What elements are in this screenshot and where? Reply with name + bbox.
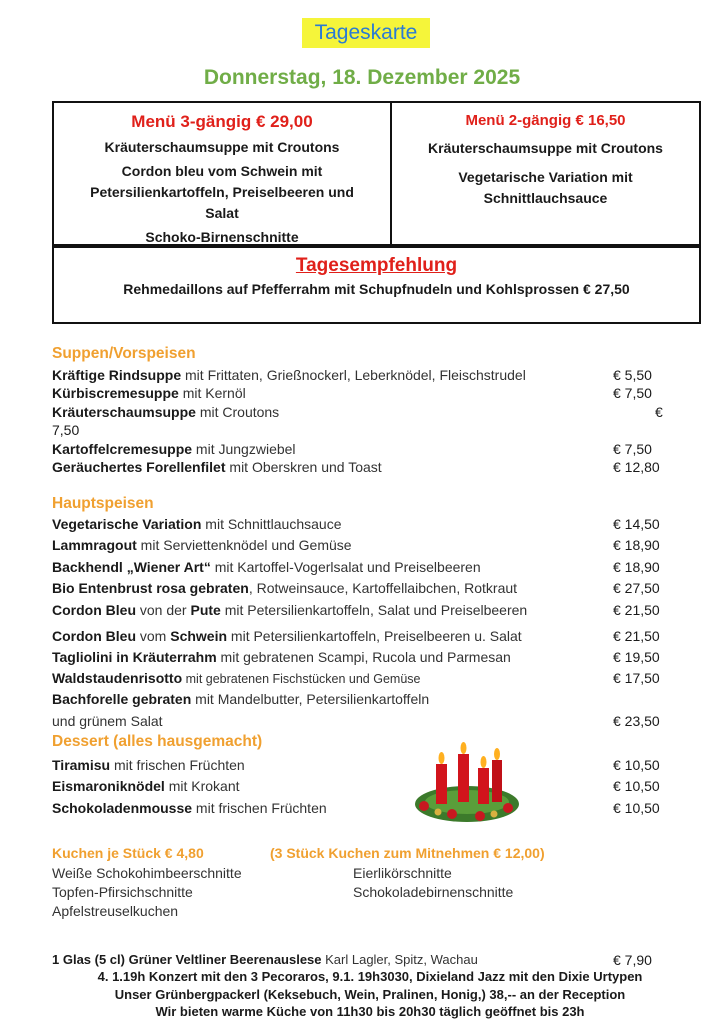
menu2-box (390, 101, 701, 246)
gift-pack-note: Unser Grünbergpackerl (Keksebuch, Wein, Pralinen, Honig,) 38,-- an der Reception (114, 987, 626, 1002)
dish-desc-line2: und grünem Salat (52, 713, 163, 729)
dish-price: € 19,50 (613, 649, 660, 665)
menu-row (52, 627, 672, 645)
cake-item: Eierlikörschnitte (353, 865, 452, 881)
menu2-item: Vegetarische Variation mit (458, 169, 633, 185)
recommendation-box (52, 246, 701, 324)
menu3-item: Petersilienkartoffeln, Preiselbeeren und (90, 184, 354, 200)
recommendation-heading: Tagesempfehlung (295, 255, 458, 276)
dish-desc: mit gebratenen Scampi, Rucola und Parmesan (216, 649, 511, 665)
menu3-box (52, 101, 392, 246)
menu-row (52, 601, 672, 619)
dish-name: Vegetarische Variation (52, 516, 202, 532)
menu3-item: Salat (205, 205, 239, 221)
cakes-takeaway: (3 Stück Kuchen zum Mitnehmen € 12,00) (270, 845, 545, 861)
dish-desc-2: mit Petersilienkartoffeln, Preiselbeeren u. Salat (227, 628, 522, 644)
dish-name: Tagliolini in Kräuterrahm (52, 649, 217, 665)
dish-desc: mit Jungzwiebel (192, 441, 296, 457)
dish-price: € 10,50 (613, 778, 660, 794)
dish-desc: mit Krokant (164, 778, 240, 794)
menu-row (52, 669, 672, 688)
dish-desc: mit Serviettenknödel und Gemüse (136, 537, 352, 553)
dish-desc: mit Schnittlauchsauce (201, 516, 342, 532)
ornament (503, 803, 513, 813)
flame-1 (439, 752, 445, 764)
menu-row (52, 403, 672, 421)
dish-name: Backhendl „Wiener Art“ (52, 559, 211, 575)
candle-1 (436, 764, 447, 804)
recommendation-text: Rehmedaillons auf Pfefferrahm mit Schupfnudeln und Kohlsprossen € 27,50 (123, 281, 630, 297)
dish-desc: , Rotweinsauce, Kartoffellaibchen, Rotkraut (248, 580, 518, 596)
menu-row (52, 648, 672, 666)
dish-price: € 18,90 (613, 559, 660, 575)
dish-name: Waldstaudenrisotto (52, 670, 183, 686)
menu2-item: Kräuterschaumsuppe mit Croutons (428, 140, 663, 156)
dish-name: Geräuchertes Forellenfilet (52, 459, 226, 475)
dish-price: € 27,50 (613, 580, 660, 596)
ornament-gold (435, 809, 442, 816)
dish-desc-2: mit Petersilienkartoffeln, Salat und Preiselbeeren (220, 602, 528, 618)
dish-price: € 5,50 (613, 367, 652, 383)
dish-price: € 7,50 (613, 385, 652, 401)
cake-item: Topfen-Pfirsichschnitte (52, 884, 193, 900)
dish-name: Tiramisu (52, 757, 111, 773)
dish-price: € 10,50 (613, 757, 660, 773)
dish-desc: mit Frittaten, Grießnockerl, Leberknödel, Fleischstrudel (181, 367, 526, 383)
soups-heading: Suppen/Vorspeisen (52, 345, 196, 362)
dish-price-wrapped: 7,50 (52, 422, 80, 438)
date-heading: Donnerstag, 18. Dezember 2025 (203, 66, 521, 89)
menu-row (52, 756, 392, 774)
dish-price: € 23,50 (613, 713, 660, 729)
menu-row (52, 690, 672, 708)
candle-2 (458, 754, 469, 802)
wine-row (52, 952, 478, 967)
dish-name: Kürbiscremesuppe (52, 385, 179, 401)
concert-note: 4. 1.19h Konzert mit den 3 Pecoraros, 9.1. 19h3030, Dixieland Jazz mit den Dixie Urtypen (97, 969, 643, 984)
dish-name: Bio Entenbrust rosa gebraten (52, 580, 249, 596)
menu-row (52, 515, 672, 533)
cake-item: Apfelstreuselkuchen (52, 903, 179, 919)
dish-desc: vom (136, 628, 171, 644)
dish-price: € 10,50 (613, 800, 660, 816)
dish-name: Cordon Bleu (52, 602, 136, 618)
flame-3 (481, 756, 487, 768)
menu3-item: Kräuterschaumsuppe mit Croutons (104, 139, 340, 155)
menu-row (52, 558, 672, 576)
dish-desc: mit Oberskren und Toast (225, 459, 382, 475)
dish-desc: mit Croutons (195, 404, 280, 420)
dish-price: € 18,90 (613, 537, 660, 553)
dish-price: € 12,80 (613, 459, 660, 475)
dish-price: € 17,50 (613, 670, 660, 686)
dish-price: € 21,50 (613, 602, 660, 618)
flame-2 (461, 742, 467, 754)
flame-4 (494, 748, 500, 760)
menu-row (52, 579, 672, 597)
cake-item: Weiße Schokohimbeerschnitte (52, 865, 242, 881)
dish-desc: von der (136, 602, 191, 618)
dish-name: Kräftige Rindsuppe (52, 367, 182, 383)
ornament (447, 809, 457, 819)
menu-row (52, 458, 672, 476)
dish-desc: mit gebratenen Fischstücken und Gemüse (182, 672, 421, 686)
menu2-item: Schnittlauchsauce (483, 190, 608, 206)
candle-3 (478, 768, 489, 804)
opening-hours: Wir bieten warme Küche von 11h30 bis 20h30 täglich geöffnet bis 23h (155, 1004, 585, 1019)
wine-desc: Karl Lagler, Spitz, Wachau (321, 952, 478, 967)
dish-desc: mit frischen Früchten (192, 800, 327, 816)
dish-price: € 21,50 (613, 628, 660, 644)
dish-desc: mit Kernöl (178, 385, 246, 401)
wine-name: 1 Glas (5 cl) Grüner Veltliner Beerenauslese (52, 952, 322, 967)
menu-row (52, 799, 392, 817)
dessert-heading: Dessert (alles hausgemacht) (52, 733, 263, 750)
dish-name: Schokoladenmousse (52, 800, 193, 816)
dish-name: Eismaroniknödel (52, 778, 165, 794)
dish-name-2: Pute (190, 602, 221, 618)
cakes-heading: Kuchen je Stück € 4,80 (52, 845, 204, 861)
mains-heading: Hauptspeisen (52, 495, 154, 512)
page-title: Tageskarte (314, 21, 418, 44)
dish-name: Bachforelle gebraten (52, 691, 192, 707)
cake-item: Schokoladebirnenschnitte (353, 884, 514, 900)
dish-name: Kartoffelcremesuppe (52, 441, 193, 457)
dish-name: Lammragout (52, 537, 137, 553)
dish-name-2: Schwein (170, 628, 228, 644)
dish-price: € 7,50 (613, 441, 652, 457)
candle-4 (492, 760, 502, 802)
dish-desc: mit Mandelbutter, Petersilienkartoffeln (191, 691, 430, 707)
wine-price: € 7,90 (613, 952, 652, 968)
dish-desc: mit frischen Früchten (110, 757, 245, 773)
ornament (475, 811, 485, 821)
advent-wreath-illustration (412, 740, 522, 832)
ornament-gold (491, 811, 498, 818)
menu-row (52, 536, 672, 554)
menu-row (52, 366, 672, 384)
menu-row (52, 440, 672, 458)
dish-desc: mit Kartoffel-Vogerlsalat und Preiselbeeren (210, 559, 481, 575)
menu-row (52, 384, 672, 402)
menu-row (52, 777, 392, 795)
menu2-heading: Menü 2-gängig € 16,50 (465, 112, 626, 129)
menu3-heading: Menü 3-gängig € 29,00 (131, 112, 313, 131)
ornament (419, 801, 429, 811)
dish-price: € 14,50 (613, 516, 660, 532)
dish-name: Kräuterschaumsuppe (52, 404, 196, 420)
dish-price: € (655, 404, 663, 420)
menu3-item: Cordon bleu vom Schwein mit (121, 163, 323, 179)
menu3-item: Schoko-Birnenschnitte (145, 229, 299, 245)
dish-name: Cordon Bleu (52, 628, 136, 644)
